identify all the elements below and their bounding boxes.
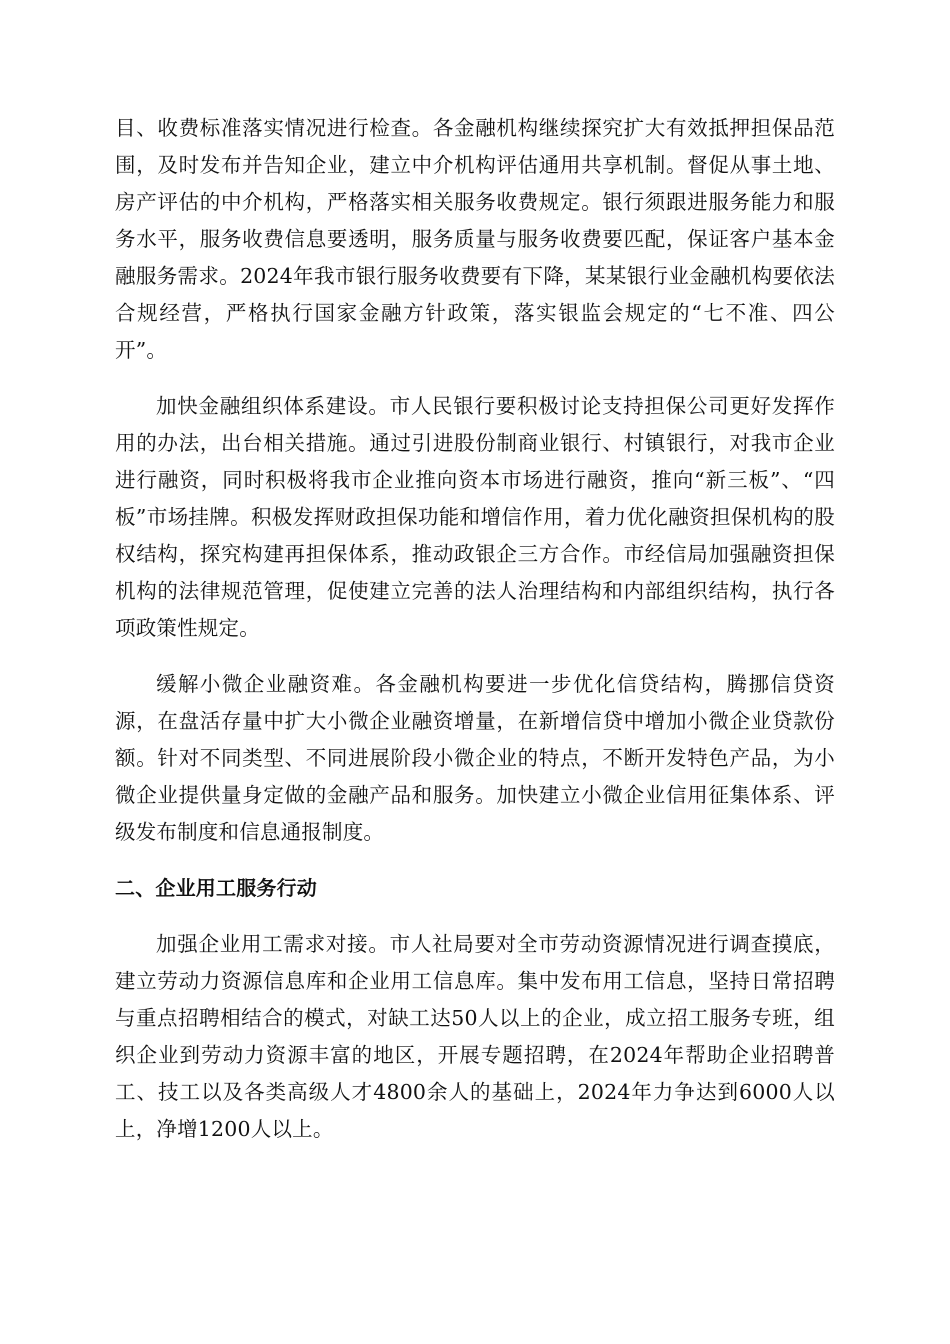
section-heading-employment: 二、企业用工服务行动 (115, 876, 317, 900)
paragraph-fee-inspection: 目、收费标准落实情况进行检查。各金融机构继续探究扩大有效抵押担保品范围，及时发布并告知企业，建立中介机构评估通用共享机制。督促从事土地、房产评估的中介机构，严格落实相关服务收费规定。银行须跟进服务能力和服务水平，服务收费信息要透明，服务质量与服务收费要匹配，保证客户基本金融服务需求。2024年我市银行服务收费要有下降，某某银行业金融机构要依法合规经营，严格执行国家金融方针政策，落实银监会规定的“七不准、四公开”。 (115, 116, 835, 362)
paragraph-employment-demand: 加强企业用工需求对接。市人社局要对全市劳动资源情况进行调查摸底，建立劳动力资源信息库和企业用工信息库。集中发布用工信息，坚持日常招聘与重点招聘相结合的模式，对缺工达50人以上的企业，成立招工服务专班，组织企业到劳动力资源丰富的地区，开展专题招聘，在2024年帮助企业招聘普工、技工以及各类高级人才4800余人的基础上，2024年力争达到6000人以上，净增1200人以上。 (115, 932, 835, 1141)
document-page (115, 110, 835, 1167)
paragraph-small-business-financing: 缓解小微企业融资难。各金融机构要进一步优化信贷结构，腾挪信贷资源，在盘活存量中扩大小微企业融资增量，在新增信贷中增加小微企业贷款份额。针对不同类型、不同进展阶段小微企业的特点，不断开发特色产品，为小微企业提供量身定做的金融产品和服务。加快建立小微企业信用征集体系、评级发布制度和信息通报制度。 (115, 672, 835, 844)
paragraph-financial-organization: 加快金融组织体系建设。市人民银行要积极讨论支持担保公司更好发挥作用的办法，出台相关措施。通过引进股份制商业银行、村镇银行，对我市企业进行融资，同时积极将我市企业推向资本市场进行融资，推向“新三板”、“四板”市场挂牌。积极发挥财政担保功能和增信作用，着力优化融资担保机构的股权结构，探究构建再担保体系，推动政银企三方合作。市经信局加强融资担保机构的法律规范管理，促使建立完善的法人治理结构和内部组织结构，执行各项政策性规定。 (115, 394, 835, 640)
